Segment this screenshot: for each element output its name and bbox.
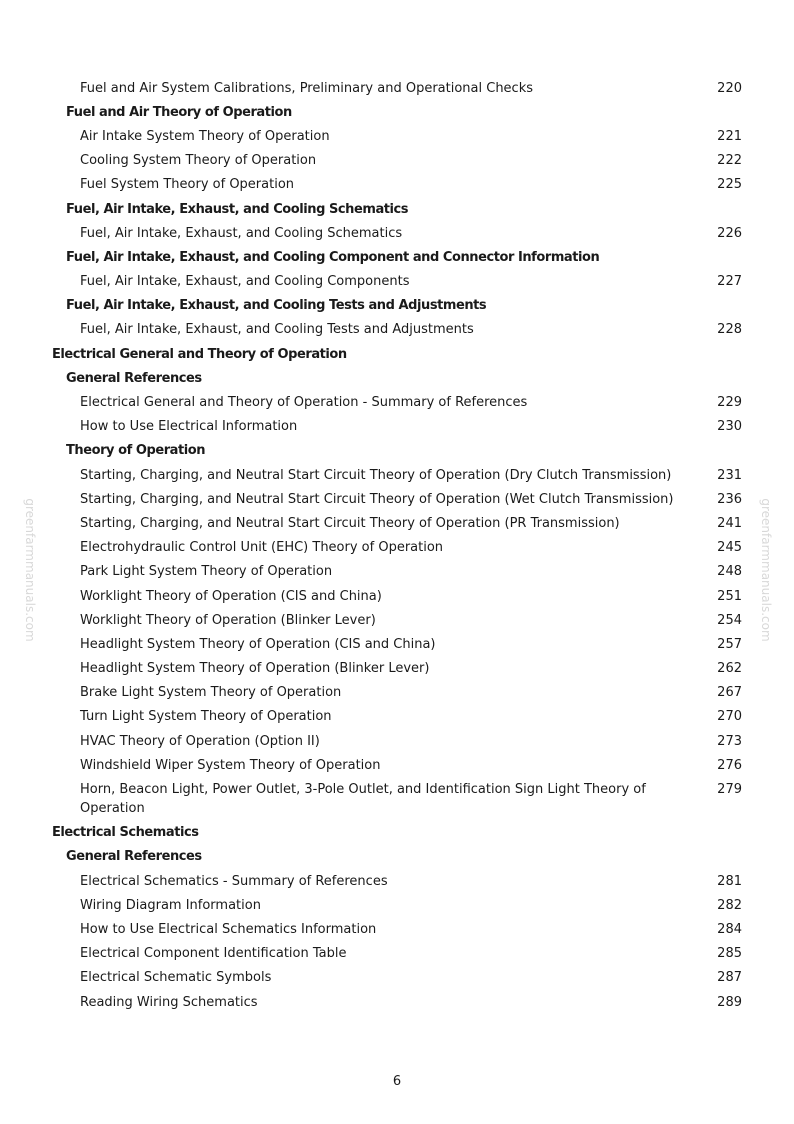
toc-entry[interactable]	[0, 318, 794, 342]
toc-section-heading	[0, 439, 794, 463]
toc-entry-title: Fuel, Air Intake, Exhaust, and Cooling Schematics	[66, 201, 409, 217]
toc-entry-page-number: 251	[717, 588, 742, 604]
toc-entry-title: HVAC Theory of Operation (Option II)	[80, 733, 320, 749]
toc-entry-title: Worklight Theory of Operation (Blinker Lever)	[80, 612, 376, 628]
toc-section-heading	[0, 294, 794, 318]
toc-entry[interactable]	[0, 966, 794, 990]
toc-entry-page-number: 241	[717, 515, 742, 531]
toc-entry-title: Electrohydraulic Control Unit (EHC) Theory of Operation	[80, 540, 444, 556]
toc-entry-page-number: 230	[717, 419, 742, 435]
toc-entry[interactable]	[0, 584, 794, 608]
toc-entry[interactable]	[0, 270, 794, 294]
toc-entry-page-number: 279	[717, 782, 742, 798]
toc-entry[interactable]	[0, 76, 794, 100]
toc-entry-page-number: 229	[717, 395, 742, 411]
toc-entry-title: Headlight System Theory of Operation (CIS and China)	[80, 636, 436, 652]
toc-entry-page-number: 254	[717, 612, 742, 628]
toc-entry-title: Headlight System Theory of Operation (Blinker Lever)	[80, 661, 430, 677]
toc-entry-page-number: 267	[717, 685, 742, 701]
toc-entry-title: Electrical Component Identification Table	[80, 946, 347, 962]
table-of-contents	[0, 76, 794, 1014]
toc-entry-page-number: 228	[717, 322, 742, 338]
toc-entry-title: Fuel, Air Intake, Exhaust, and Cooling Component and Connector Information	[66, 249, 600, 265]
toc-entry[interactable]	[0, 536, 794, 560]
toc-entry-title: Park Light System Theory of Operation	[80, 564, 333, 580]
toc-entry-title: Electrical Schematics	[52, 825, 199, 841]
toc-entry-page-number: 281	[717, 873, 742, 889]
toc-entry-title: Electrical Schematics - Summary of References	[80, 873, 388, 889]
toc-entry-page-number: 227	[717, 274, 742, 290]
toc-entry[interactable]	[0, 753, 794, 777]
toc-entry-title: Reading Wiring Schematics	[80, 994, 258, 1010]
toc-entry-title: Electrical General and Theory of Operation - Summary of References	[80, 395, 528, 411]
toc-section-heading	[0, 245, 794, 269]
toc-entry-page-number: 273	[717, 733, 742, 749]
toc-entry-page-number: 284	[717, 921, 742, 937]
toc-entry[interactable]	[0, 221, 794, 245]
toc-entry[interactable]	[0, 511, 794, 535]
toc-entry-title: Fuel, Air Intake, Exhaust, and Cooling Tests and Adjustments	[80, 322, 474, 338]
toc-entry[interactable]	[0, 777, 794, 820]
toc-entry-page-number: 222	[717, 153, 742, 169]
toc-entry[interactable]	[0, 681, 794, 705]
toc-entry-title: Cooling System Theory of Operation	[80, 153, 317, 169]
toc-entry[interactable]	[0, 124, 794, 148]
toc-entry-title: Electrical General and Theory of Operation	[52, 346, 347, 362]
toc-entry-page-number: 289	[717, 994, 742, 1010]
toc-entry[interactable]	[0, 390, 794, 414]
toc-entry-title: How to Use Electrical Schematics Information	[80, 921, 377, 937]
toc-entry-title: Windshield Wiper System Theory of Operation	[80, 757, 381, 773]
toc-entry-page-number: 262	[717, 661, 742, 677]
toc-entry[interactable]	[0, 173, 794, 197]
toc-entry-title: Turn Light System Theory of Operation	[80, 709, 332, 725]
page-number: 6	[392, 1074, 402, 1089]
toc-entry[interactable]	[0, 893, 794, 917]
toc-section-heading	[0, 366, 794, 390]
toc-entry-page-number: 248	[717, 564, 742, 580]
toc-entry-page-number: 231	[717, 467, 742, 483]
toc-entry-title: Fuel, Air Intake, Exhaust, and Cooling Schematics	[80, 225, 403, 241]
toc-entry-page-number: 225	[717, 177, 742, 193]
toc-entry[interactable]	[0, 942, 794, 966]
toc-entry-title: Starting, Charging, and Neutral Start Circuit Theory of Operation (PR Transmission)	[80, 515, 620, 531]
toc-entry[interactable]	[0, 487, 794, 511]
toc-entry-page-number: 226	[717, 225, 742, 241]
toc-entry[interactable]	[0, 463, 794, 487]
toc-entry-title: General References	[66, 370, 202, 386]
toc-entry-page-number: 287	[717, 970, 742, 986]
toc-entry-title: Fuel, Air Intake, Exhaust, and Cooling Components	[80, 274, 410, 290]
toc-entry-title: Fuel System Theory of Operation	[80, 177, 295, 193]
toc-section-heading	[0, 845, 794, 869]
toc-entry[interactable]	[0, 990, 794, 1014]
toc-entry[interactable]	[0, 415, 794, 439]
toc-entry[interactable]	[0, 657, 794, 681]
toc-entry-page-number: 245	[717, 540, 742, 556]
toc-entry-title: Electrical Schematic Symbols	[80, 970, 272, 986]
toc-entry[interactable]	[0, 149, 794, 173]
toc-entry-title: Fuel and Air Theory of Operation	[66, 104, 292, 120]
toc-entry-title: Starting, Charging, and Neutral Start Circuit Theory of Operation (Wet Clutch Transmission)	[80, 491, 674, 507]
toc-entry-title: Starting, Charging, and Neutral Start Circuit Theory of Operation (Dry Clutch Transmission)	[80, 467, 672, 483]
toc-entry-title: Air Intake System Theory of Operation	[80, 128, 330, 144]
toc-entry-page-number: 257	[717, 636, 742, 652]
toc-entry-title: General References	[66, 849, 202, 865]
toc-entry-title: Theory of Operation	[66, 443, 206, 459]
toc-entry-page-number: 220	[717, 80, 742, 96]
toc-entry[interactable]	[0, 608, 794, 632]
toc-entry-page-number: 221	[717, 128, 742, 144]
toc-section-heading	[0, 100, 794, 124]
toc-entry-title: Brake Light System Theory of Operation	[80, 685, 342, 701]
toc-section-heading	[0, 821, 794, 845]
toc-entry[interactable]	[0, 560, 794, 584]
toc-entry-title: Horn, Beacon Light, Power Outlet, 3-Pole Outlet, and Identification Sign Light Theory of Operation	[80, 782, 646, 817]
toc-section-heading	[0, 342, 794, 366]
toc-entry-page-number: 282	[717, 897, 742, 913]
toc-entry-title: How to Use Electrical Information	[80, 419, 298, 435]
toc-entry-title: Worklight Theory of Operation (CIS and China)	[80, 588, 382, 604]
toc-entry[interactable]	[0, 705, 794, 729]
toc-entry[interactable]	[0, 729, 794, 753]
toc-entry-page-number: 236	[717, 491, 742, 507]
toc-entry[interactable]	[0, 632, 794, 656]
toc-entry[interactable]	[0, 917, 794, 941]
toc-section-heading	[0, 197, 794, 221]
toc-entry-page-number: 270	[717, 709, 742, 725]
toc-entry-page-number: 276	[717, 757, 742, 773]
toc-entry-page-number: 285	[717, 946, 742, 962]
toc-entry-title: Wiring Diagram Information	[80, 897, 261, 913]
toc-entry[interactable]	[0, 869, 794, 893]
toc-entry-title: Fuel and Air System Calibrations, Preliminary and Operational Checks	[80, 80, 534, 96]
toc-entry-title: Fuel, Air Intake, Exhaust, and Cooling Tests and Adjustments	[66, 298, 487, 314]
